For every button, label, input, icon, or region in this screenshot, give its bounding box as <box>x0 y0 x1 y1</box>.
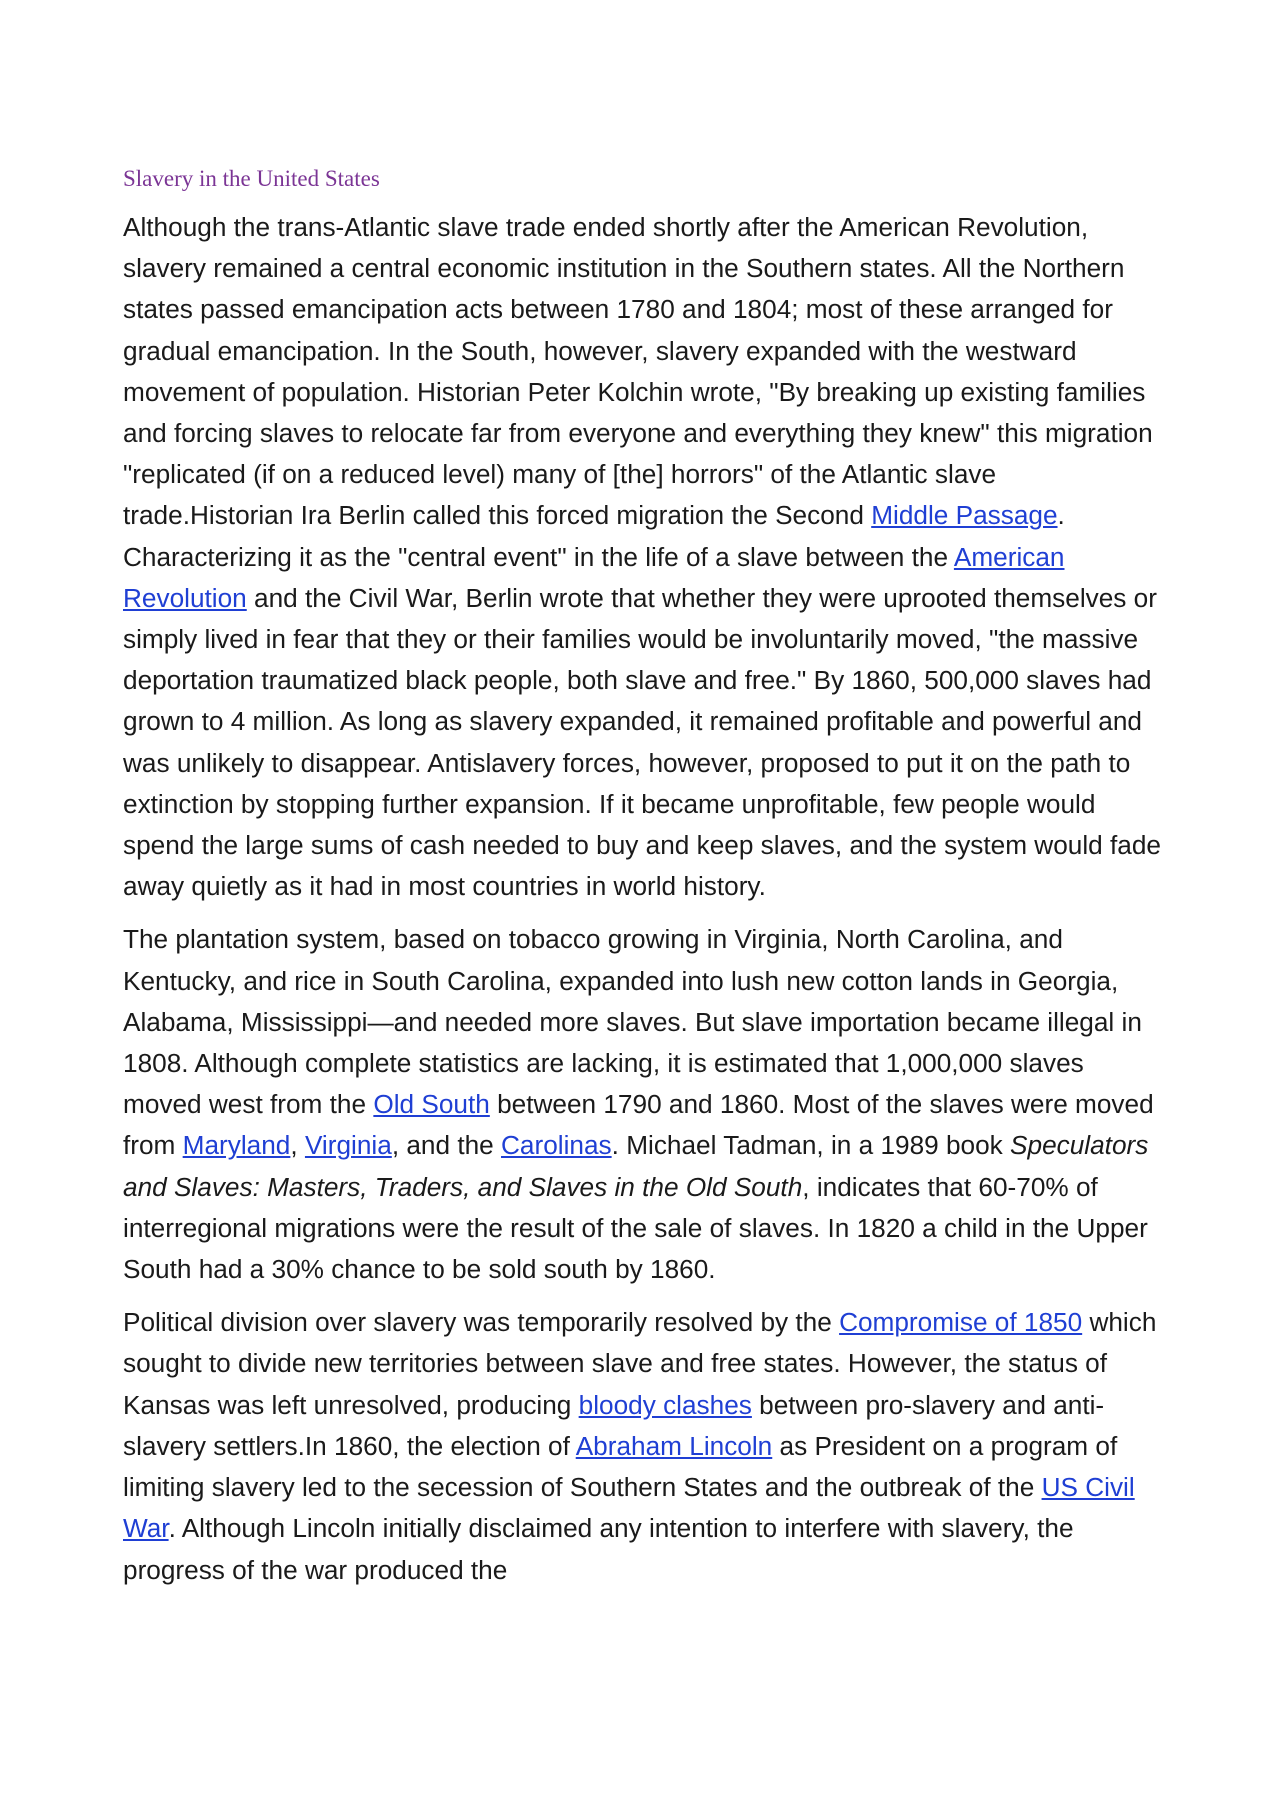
link-american-revolution[interactable]: American Revolution <box>123 541 1065 613</box>
link-bloody-clashes[interactable]: bloody clashes <box>578 1389 752 1420</box>
link-virginia[interactable]: Virginia <box>304 1130 392 1161</box>
paragraph-text: between 1790 and 1860. Most of the slaves were moved from <box>123 1089 1154 1161</box>
paragraph-text: as President on a program of limiting slavery led to the secession of Southern States and the outbreak of the <box>123 1430 1118 1503</box>
paragraph-2 <box>123 919 1163 1290</box>
link-us-civil-war[interactable]: US Civil War <box>123 1472 1135 1544</box>
paragraph-text: , indicates that 60-70% of interregional migrations were the result of the sale of slaves. In 1820 a child in the Upper South had a 30% chance to be sold south by 1860. <box>123 1171 1148 1285</box>
paragraph-text: The plantation system, based on tobacco growing in Virginia, North Carolina, and Kentucky, and rice in South Carolina, expanded into lush new cotton lands in Georgia, Alabama, Mississippi—and needed more slaves. But slave importation became illegal in 1808. Although complete statistics are lacking, it is estimated that 1,000,000 slaves moved west from the <box>123 924 1142 1120</box>
link-old-south[interactable]: Old South <box>373 1089 490 1120</box>
paragraph-3 <box>123 1302 1163 1590</box>
link-middle-passage[interactable]: Middle Passage <box>871 500 1058 531</box>
link-abraham-lincoln[interactable]: Abraham Lincoln <box>575 1430 773 1461</box>
document-page <box>123 164 1163 1603</box>
paragraph-text: . Characterizing it as the "central event" in the life of a slave between the <box>123 500 1065 572</box>
link-compromise-of-1850[interactable]: Compromise of 1850 <box>839 1307 1083 1338</box>
paragraph-text: between pro-slavery and anti-slavery settlers.In 1860, the election of <box>123 1389 1105 1461</box>
paragraph-text: Political division over slavery was temporarily resolved by the <box>123 1307 840 1338</box>
paragraph-text: , <box>290 1130 305 1161</box>
paragraph-text: . Although Lincoln initially disclaimed any intention to interfere with slavery, the progress of the war produced the <box>123 1513 1074 1585</box>
link-carolinas[interactable]: Carolinas <box>501 1130 612 1161</box>
book-title: Speculators and Slaves: Masters, Traders, and Slaves in the Old South <box>123 1130 1149 1202</box>
paragraph-text: and the Civil War, Berlin wrote that whether they were uprooted themselves or simply lived in fear that they or their families would be involuntarily moved, "the massive deportation traumatized black people, both slave and free." By 1860, 500,000 slaves had grown to 4 million. As long as slavery expanded, it remained profitable and powerful and was unlikely to disappear. Antislavery forces, however, proposed to put it on the path to extinction by stopping further expansion. If it became unprofitable, few people would spend the large sums of cash needed to buy and keep slaves, and the system would fade away quietly as it had in most countries in world history. <box>123 582 1161 902</box>
page-title: Slavery in the United States <box>123 166 380 191</box>
paragraph-text: which sought to divide new territories between slave and free states. However, the status of Kansas was left unresolved, producing <box>123 1307 1157 1420</box>
paragraph-1 <box>123 207 1163 907</box>
paragraph-text: Although the trans-Atlantic slave trade ended shortly after the American Revolution, slavery remained a central economic institution in the Southern states. All the Northern states passed emancipation acts between 1780 and 1804; most of these arranged for gradual emancipation. In the South, however, slavery expanded with the westward movement of population. Historian Peter Kolchin wrote, "By breaking up existing families and forcing slaves to relocate far from everyone and everything they knew" this migration "replicated (if on a reduced level) many of [the] horrors" of the Atlantic slave trade.Historian Ira Berlin called this forced migration the Second <box>123 212 1153 531</box>
paragraph-text: , and the <box>391 1130 502 1161</box>
paragraph-text: . Michael Tadman, in a 1989 book <box>611 1130 1011 1161</box>
link-maryland[interactable]: Maryland <box>182 1130 291 1161</box>
